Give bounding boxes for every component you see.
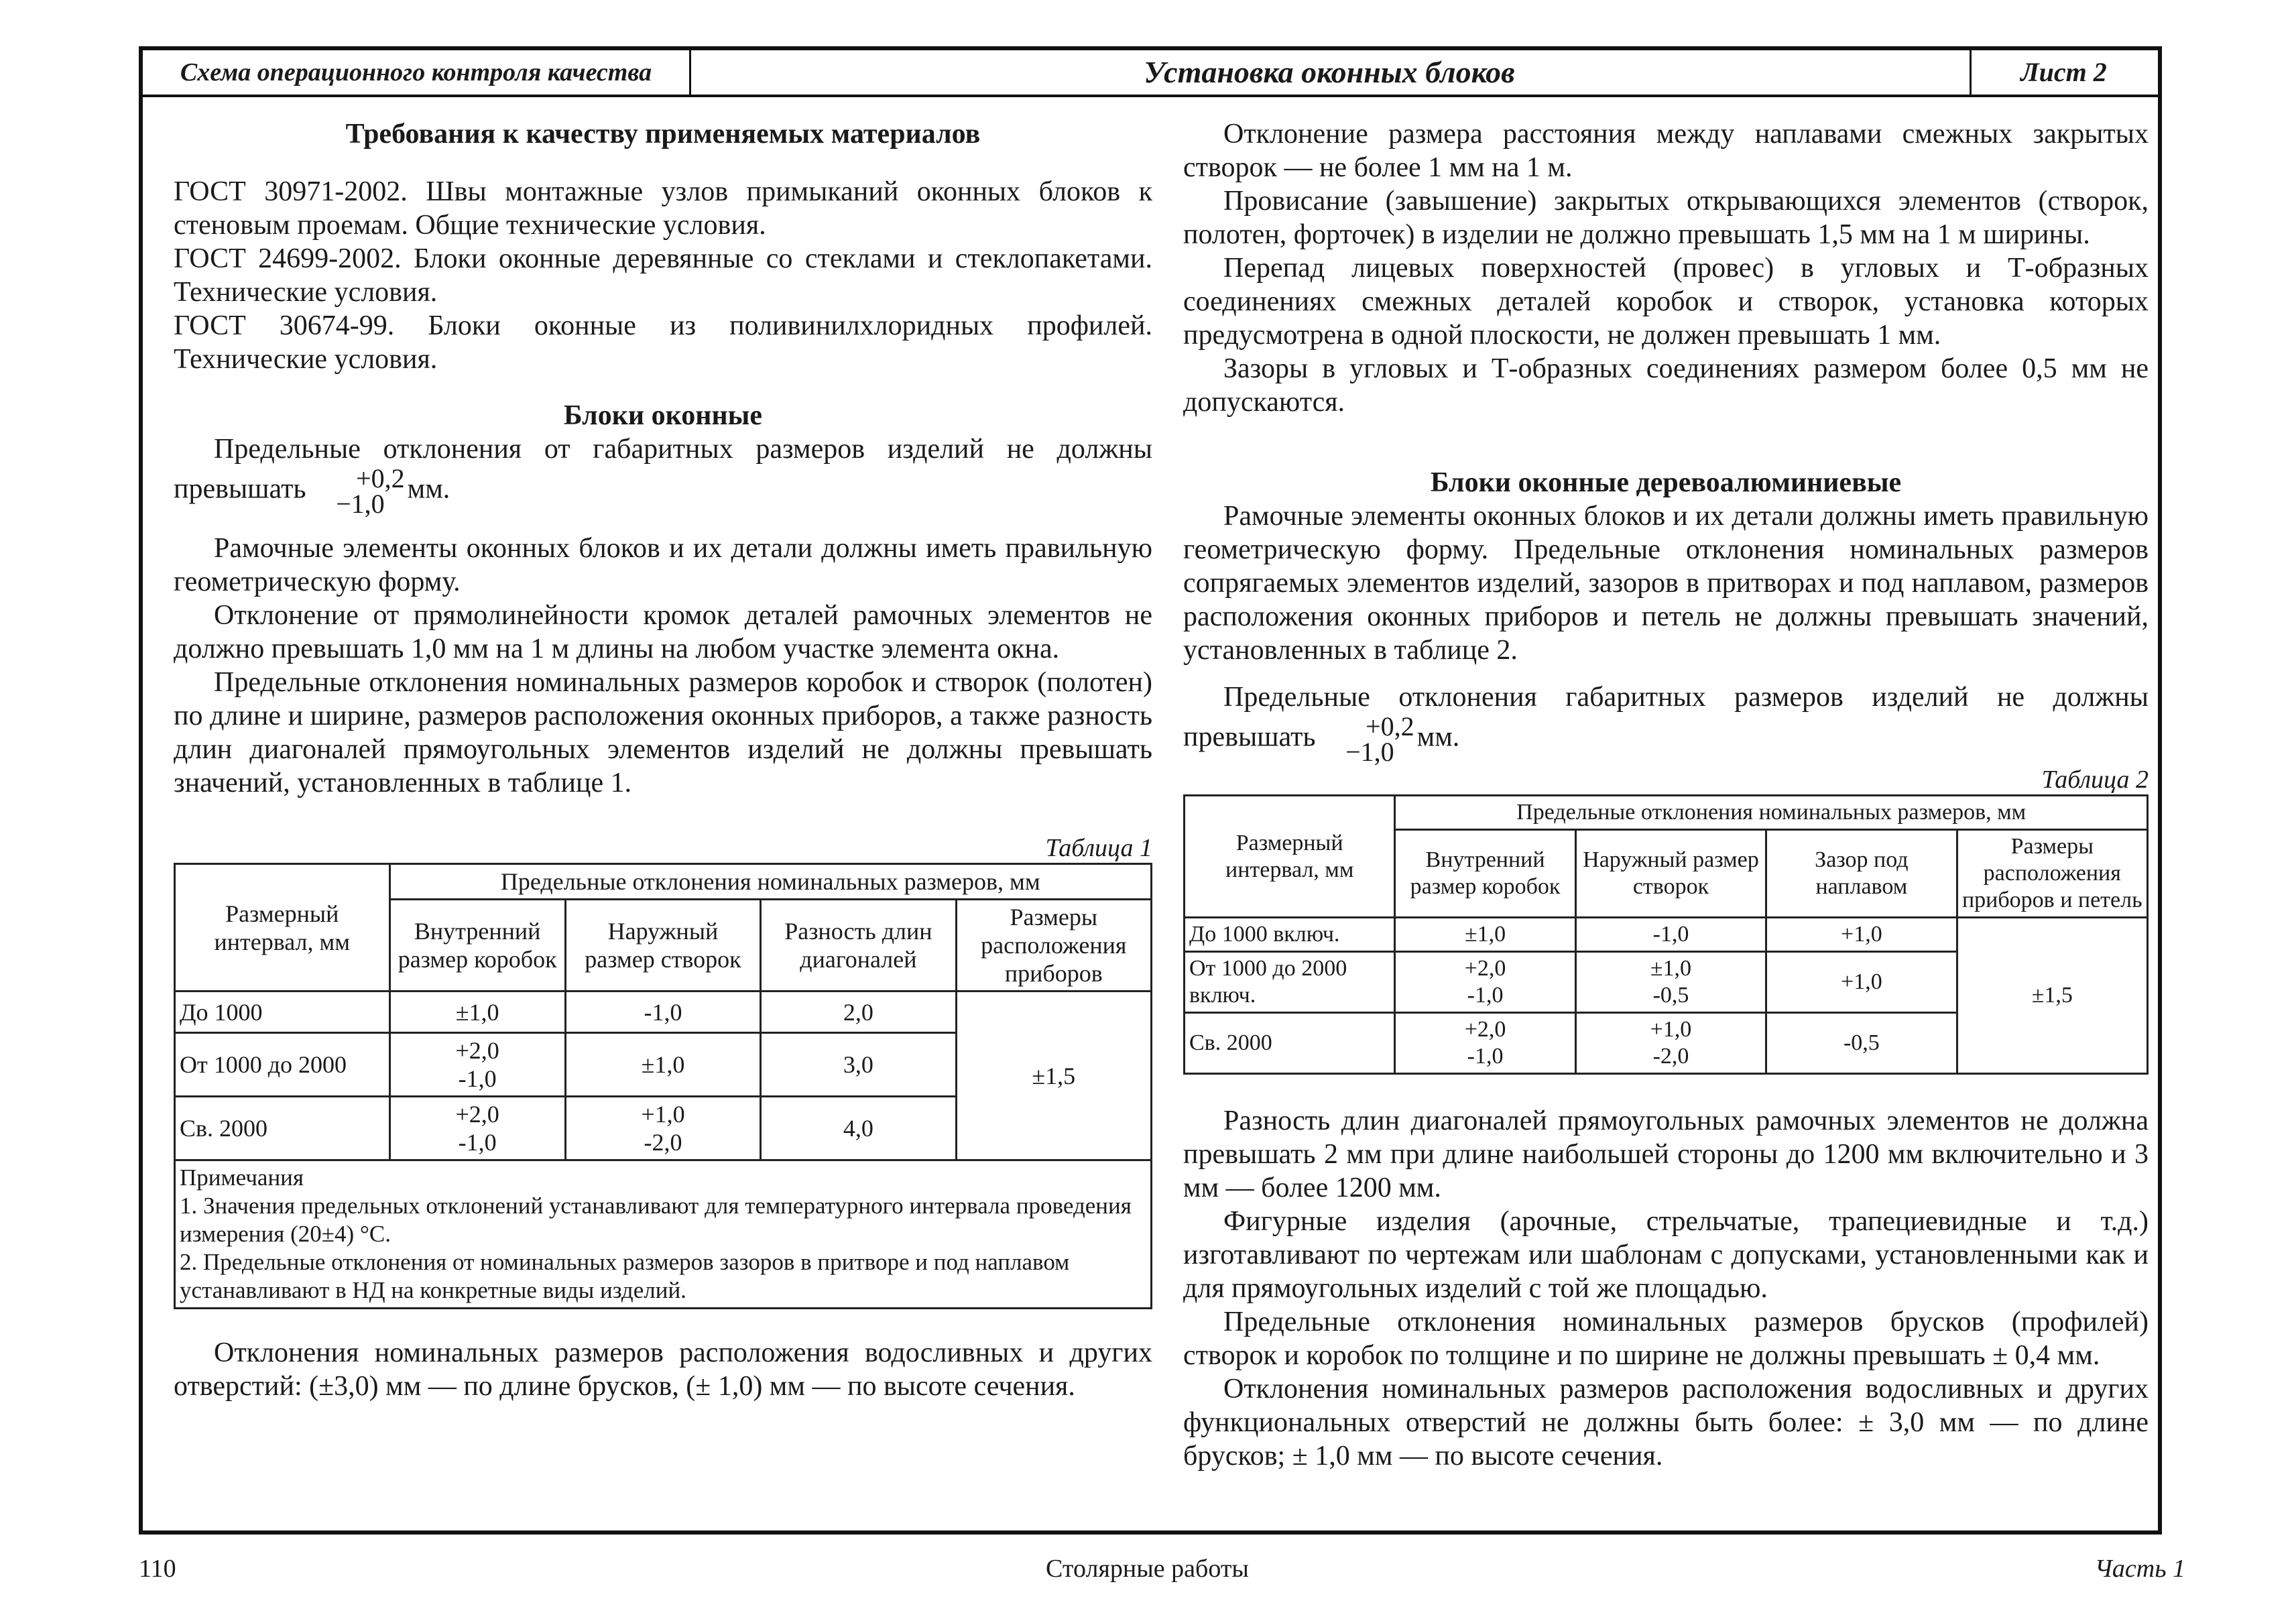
right-p7: Разность длин диагоналей прямоугольных рамочных элементов не должна превышать 2 мм при длине наибольшей стороны до 1200 мм включительно и 3 мм — более 1200 мм.	[1183, 1105, 2149, 1203]
right-p4: Зазоры в угловых и Т-образных соединениях размером более 0,5 мм не допускаются.	[1183, 353, 2149, 418]
t2-r3-inner-top: +2,0	[1464, 1017, 1506, 1042]
t2-r2-outer-bottom: -0,5	[1652, 983, 1689, 1008]
frac-bottom: −1,0	[336, 489, 385, 519]
header-title: Установка оконных блоков	[689, 50, 1972, 95]
t2-group-header: Предельные отклонения номинальных размеров, мм	[1395, 796, 2148, 830]
page-number: 110	[139, 1555, 176, 1583]
t2-r2-gap: +1,0	[1766, 952, 1957, 1013]
right-p3: Перепад лицевых поверхностей (провес) в угловых и Т-образных соединениях смежных деталей коробок и створок, установка которых предусмотрена в одной плоскости, не должен превышать 1 мм.	[1183, 253, 2149, 351]
frac2-bottom: −1,0	[1345, 737, 1394, 767]
t2-r3-gap: -0,5	[1766, 1013, 1957, 1074]
frac-top: +0,2	[356, 463, 405, 493]
t2-r1-outer: -1,0	[1575, 918, 1766, 952]
t1-group-header: Предельные отклонения номинальных размеров, мм	[389, 864, 1151, 900]
t2-col-outer: Наружный размер створок	[1575, 830, 1766, 918]
t2-r2-inner-bottom: -1,0	[1467, 983, 1504, 1008]
t1-notes	[175, 1160, 1152, 1309]
t2-r2-inner-top: +2,0	[1464, 956, 1506, 981]
t1-r3-inner-bottom: -1,0	[458, 1129, 497, 1156]
t1-r1-outer: -1,0	[565, 991, 760, 1033]
tolerance-fraction-2	[1325, 711, 1414, 767]
t1-devices-merged: ±1,5	[956, 991, 1151, 1160]
left-p5: Отклонения номинальных размеров расположения водосливных и других отверстий: (±3,0) мм — по длине брусков, (± 1,0) мм — по высоте сечения.	[174, 1337, 1152, 1402]
left-p4: Предельные отклонения номинальных размеров коробок и створок (полотен) по длине и ширине, размеров расположения оконных приборов, а также разность длин диагоналей прямоугольных элементов изделий не должны превышать значений, установленных в таблице 1.	[174, 667, 1152, 798]
t1-r1-interval: До 1000	[175, 991, 390, 1033]
right-p6-text: Предельные отклонения габаритных размеров изделий не должны превышать	[1183, 682, 2149, 753]
gost-30674: ГОСТ 30674-99. Блоки оконные из поливинилхлоридных профилей. Технические условия.	[174, 310, 1152, 375]
t2-col-devices: Размеры расположения приборов и петель	[1957, 830, 2147, 918]
right-heading-woodalu: Блоки оконные деревоалюминиевые	[1430, 467, 1902, 498]
t2-devices-merged: ±1,5	[1957, 918, 2147, 1074]
left-p1-text: Предельные отклонения от габаритных размеров изделий не должны превышать	[174, 434, 1152, 505]
t1-r2-outer: ±1,0	[565, 1033, 760, 1097]
t2-r2-interval: От 1000 до 2000 включ.	[1185, 952, 1395, 1013]
t1-r3-outer	[565, 1097, 760, 1160]
right-p9: Предельные отклонения номинальных размеров брусков (профилей) створок и коробок по толщине и по ширине не должны превышать ± 0,4 мм.	[1183, 1307, 2149, 1371]
book-part: Часть 1	[2094, 1555, 2185, 1583]
t1-r2-inner	[389, 1033, 565, 1097]
frac2-top: +0,2	[1366, 711, 1414, 741]
right-p2: Провисание (завышение) закрытых открывающихся элементов (створок, полотен, форточек) в изделии не должно превышать 1,5 мм на 1 м ширины.	[1183, 186, 2149, 250]
table2-caption: Таблица 2	[2041, 766, 2149, 794]
header-sheet: Лист 2	[2020, 57, 2107, 87]
t2-r3-inner-bottom: -1,0	[1467, 1044, 1504, 1069]
t1-r2-diag: 3,0	[761, 1033, 956, 1097]
t1-r3-inner	[389, 1097, 565, 1160]
tolerance-fraction	[316, 463, 405, 519]
t1-col-devices: Размеры расположения приборов	[956, 900, 1151, 991]
book-title: Столярные работы	[1046, 1555, 1249, 1583]
left-column	[174, 117, 1152, 1403]
table-2	[1183, 794, 2149, 1075]
right-p5: Рамочные элементы оконных блоков и их детали должны иметь правильную геометрическую форму. Предельные отклонения номинальных размеров сопрягаемых элементов изделий, зазоров в притворах и под наплавом, размеров расположения оконных приборов и петель не должны превышать значений, установленных в таблице 2.	[1183, 501, 2149, 666]
t1-r3-interval: Св. 2000	[175, 1097, 390, 1160]
table1-caption: Таблица 1	[1045, 834, 1152, 862]
t2-r3-outer	[1575, 1013, 1766, 1074]
t2-col-inner: Внутренний размер коробок	[1395, 830, 1575, 918]
right-p10: Отклонения номинальных размеров расположения водосливных и других функциональных отверстий не должны быть более: ± 3,0 мм — по длине брусков; ± 1,0 мм — по высоте сечения.	[1183, 1374, 2149, 1471]
left-heading-blocks: Блоки оконные	[563, 400, 763, 431]
t1-col-diag: Разность длин диагоналей	[761, 900, 956, 991]
t1-r3-outer-bottom: -2,0	[644, 1129, 682, 1156]
t1-r2-interval: От 1000 до 2000	[175, 1033, 390, 1097]
left-heading-materials: Требования к качеству применяемых материалов	[345, 119, 981, 149]
t2-r3-inner	[1395, 1013, 1575, 1074]
t2-col-interval: Размерный интервал, мм	[1185, 796, 1395, 918]
t1-col-outer: Наружный размер створок	[565, 900, 760, 991]
t1-r1-inner: ±1,0	[389, 991, 565, 1033]
t2-r3-outer-top: +1,0	[1650, 1017, 1692, 1042]
t1-notes-title: Примечания	[180, 1164, 304, 1191]
t2-r3-outer-bottom: -2,0	[1652, 1044, 1689, 1069]
header-bar	[143, 50, 2158, 97]
table-1	[174, 863, 1152, 1309]
frac2-unit: мм.	[1416, 721, 1460, 753]
frac-unit: мм.	[407, 473, 450, 505]
left-p1	[174, 432, 1152, 517]
t2-r1-interval: До 1000 включ.	[1185, 918, 1395, 952]
right-p8: Фигурные изделия (арочные, стрельчатые, трапециевидные и т.д.) изготавливают по чертежам или шаблонам с допусками, установленными как и для прямоугольных изделий с той же площадью.	[1183, 1206, 2149, 1304]
t1-note-1: 1. Значения предельных отклонений устанавливают для температурного интервала проведения измерения (20±4) °С.	[180, 1193, 1132, 1247]
t2-r1-inner: ±1,0	[1395, 918, 1575, 952]
gost-24699: ГОСТ 24699-2002. Блоки оконные деревянные со стеклами и стеклопакетами. Технические условия.	[174, 243, 1152, 308]
left-p3: Отклонение от прямолинейности кромок деталей рамочных элементов не должно превышать 1,0 мм на 1 м длины на любом участке элемента окна.	[174, 600, 1152, 664]
header-scheme: Схема операционного контроля качества	[143, 50, 691, 95]
t1-col-inner: Внутренний размер коробок	[389, 900, 565, 991]
t2-r3-interval: Св. 2000	[1185, 1013, 1395, 1074]
left-p2: Рамочные элементы оконных блоков и их детали должны иметь правильную геометрическую форму.	[174, 533, 1152, 597]
t1-r3-inner-top: +2,0	[455, 1101, 499, 1128]
right-column	[1183, 117, 2149, 1473]
page-frame	[139, 46, 2162, 1535]
right-p6	[1183, 680, 2149, 765]
t1-col-interval: Размерный интервал, мм	[175, 864, 390, 991]
t1-r3-diag: 4,0	[761, 1097, 956, 1160]
t2-r2-outer	[1575, 952, 1766, 1013]
t1-r2-inner-bottom: -1,0	[458, 1065, 497, 1092]
right-p1: Отклонение размера расстояния между наплавами смежных закрытых створок — не более 1 мм на 1 м.	[1183, 119, 2149, 183]
t1-r1-diag: 2,0	[761, 991, 956, 1033]
t1-note-2: 2. Предельные отклонения от номинальных размеров зазоров в притворе и под наплавом устанавливают в НД на конкретные виды изделий.	[180, 1249, 1070, 1303]
gost-30971: ГОСТ 30971-2002. Швы монтажные узлов примыканий оконных блоков к стеновым проемам. Общие технические условия.	[174, 176, 1152, 241]
t2-r2-inner	[1395, 952, 1575, 1013]
t2-col-gap: Зазор под наплавом	[1766, 830, 1957, 918]
t2-r1-gap: +1,0	[1766, 918, 1957, 952]
t1-r2-inner-top: +2,0	[455, 1037, 499, 1064]
t1-r3-outer-top: +1,0	[641, 1101, 685, 1128]
t2-r2-outer-top: ±1,0	[1650, 956, 1692, 981]
